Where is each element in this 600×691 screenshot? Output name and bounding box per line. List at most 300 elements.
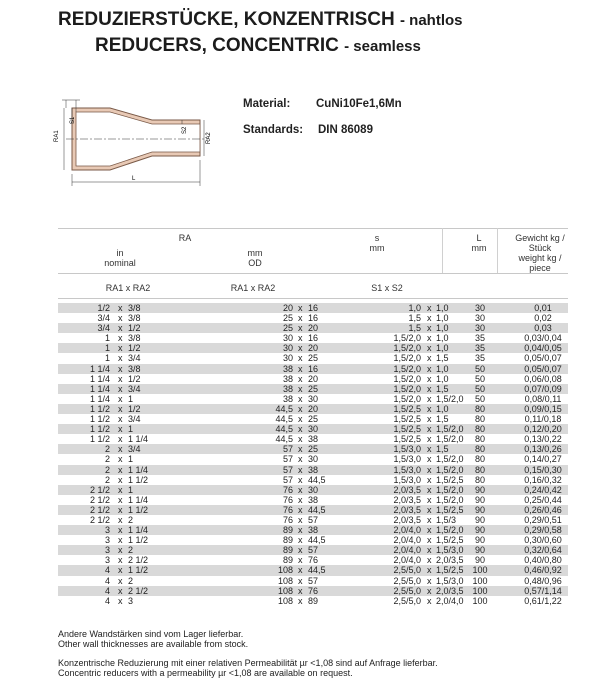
length-cell: 90	[474, 545, 485, 556]
wall-sep: x	[427, 303, 432, 313]
length-cell: 80	[474, 464, 485, 475]
od-sep: x	[298, 585, 303, 596]
od-ra2: 25	[308, 353, 319, 364]
wall-s1: 2,0/3,5	[393, 484, 421, 495]
od-ra2: 57	[308, 575, 319, 586]
wall-s1: 2,0/4,0	[393, 535, 421, 546]
wall-s2: 1,5/2,0	[436, 484, 464, 495]
wall-s2: 2,0/3,5	[436, 585, 464, 596]
header-l-mm: mm	[471, 243, 487, 253]
length-cell: 80	[474, 474, 485, 485]
od-ra2: 44,5	[308, 565, 326, 576]
table-row	[58, 414, 568, 424]
weight-cell: 0,02	[534, 313, 552, 324]
nominal-ra1: 1 1/4	[89, 363, 110, 374]
wall-s2: 1,5/2,0	[436, 494, 464, 505]
weight-cell: 0,06/0,08	[524, 373, 562, 384]
wall-s2: 1,5/2,5	[436, 504, 464, 515]
weight-cell: 0,57/1,14	[524, 585, 562, 596]
header-weight-line4: piece	[529, 263, 551, 273]
nominal-ra1: 3	[104, 555, 110, 566]
od-sep: x	[298, 313, 303, 324]
nominal-ra2: 2 1/2	[128, 555, 149, 566]
wall-sep: x	[427, 474, 432, 485]
length-cell: 30	[474, 303, 485, 313]
od-ra1: 89	[282, 525, 293, 536]
col-header-s: S1 x S2	[371, 283, 403, 293]
weight-cell: 0,15/0,30	[524, 464, 562, 475]
wall-sep: x	[427, 555, 432, 566]
od-ra1: 38	[282, 373, 293, 384]
wall-s2: 2,0/3,5	[436, 555, 464, 566]
wall-s2: 1,5/2,0	[436, 454, 464, 465]
od-ra2: 76	[308, 555, 319, 566]
nominal-sep: x	[118, 434, 123, 445]
nominal-sep: x	[118, 464, 123, 475]
wall-sep: x	[427, 444, 432, 455]
weight-cell: 0,04/0,05	[524, 343, 562, 354]
nominal-sep: x	[118, 525, 123, 536]
od-sep: x	[298, 565, 303, 576]
od-sep: x	[298, 434, 303, 445]
col-header-od: RA1 x RA2	[230, 283, 276, 293]
wall-s2: 1,5/2,5	[436, 474, 464, 485]
standards-label: Standards:	[243, 124, 304, 136]
od-ra1: 20	[282, 303, 293, 313]
nominal-ra1: 2 1/2	[89, 494, 110, 505]
wall-s2: 1,0	[436, 303, 449, 313]
nominal-sep: x	[118, 343, 123, 354]
length-cell: 30	[474, 313, 485, 324]
od-ra1: 76	[282, 504, 293, 515]
wall-s2: 1,5/2,0	[436, 424, 464, 435]
wall-s1: 1,5/2,0	[393, 363, 421, 374]
od-ra1: 76	[282, 514, 293, 525]
wall-s1: 2,0/3,5	[393, 504, 421, 515]
weight-cell: 0,01	[534, 303, 552, 313]
nominal-ra1: 4	[104, 575, 110, 586]
od-sep: x	[298, 494, 303, 505]
table-row	[58, 505, 568, 515]
note-stock-de: Andere Wandstärken sind vom Lager lieferbar.	[58, 629, 244, 639]
od-ra2: 38	[308, 494, 319, 505]
nominal-ra1: 2	[104, 454, 110, 465]
wall-s2: 1,0	[436, 403, 449, 414]
od-ra1: 44,5	[275, 403, 293, 414]
nominal-ra2: 3	[128, 595, 134, 606]
nominal-sep: x	[118, 514, 123, 525]
wall-s1: 1,5/3,0	[393, 474, 421, 485]
header-weight-de	[505, 233, 575, 273]
od-ra1: 108	[277, 585, 293, 596]
header-ra: RA	[178, 233, 192, 243]
od-ra2: 30	[308, 484, 319, 495]
table-row	[58, 343, 568, 353]
nominal-ra2: 1/2	[128, 323, 141, 334]
header-divider-1	[442, 228, 443, 273]
wall-s2: 1,0	[436, 373, 449, 384]
nominal-sep: x	[118, 504, 123, 515]
wall-s2: 1,5	[436, 383, 449, 394]
wall-s1: 1,5/2,0	[393, 383, 421, 394]
nominal-ra1: 1 1/2	[89, 414, 110, 425]
table-row	[58, 535, 568, 545]
wall-s1: 2,5/5,0	[393, 575, 421, 586]
weight-cell: 0,30/0,60	[524, 535, 562, 546]
od-sep: x	[298, 575, 303, 586]
od-sep: x	[298, 595, 303, 606]
length-cell: 90	[474, 494, 485, 505]
od-sep: x	[298, 403, 303, 414]
label-s1: S1	[70, 116, 76, 124]
weight-cell: 0,24/0,42	[524, 484, 562, 495]
length-cell: 35	[474, 343, 485, 354]
nominal-sep: x	[118, 383, 123, 394]
wall-s2: 1,5/2,0	[436, 464, 464, 475]
length-cell: 50	[474, 383, 485, 394]
title-english	[95, 35, 421, 57]
od-ra2: 20	[308, 343, 319, 354]
wall-s2: 1,5/2,5	[436, 535, 464, 546]
length-cell: 100	[472, 585, 488, 596]
od-ra1: 108	[277, 575, 293, 586]
label-ra1: RA1	[54, 130, 60, 142]
nominal-ra2: 2	[128, 575, 134, 586]
wall-sep: x	[427, 403, 432, 414]
length-cell: 30	[474, 323, 485, 334]
od-ra2: 20	[308, 373, 319, 384]
od-ra2: 89	[308, 595, 319, 606]
nominal-sep: x	[118, 373, 123, 384]
od-sep: x	[298, 424, 303, 435]
wall-sep: x	[427, 514, 432, 525]
nominal-sep: x	[118, 474, 123, 485]
od-ra1: 30	[282, 343, 293, 354]
header-weight-line3: weight kg /	[518, 253, 562, 263]
nominal-ra2: 1 1/4	[128, 464, 149, 475]
od-ra1: 89	[282, 545, 293, 556]
table-row	[58, 434, 568, 444]
nominal-ra1: 2	[104, 474, 110, 485]
weight-cell: 0,40/0,80	[524, 555, 562, 566]
wall-s2: 1,5	[436, 414, 449, 425]
od-sep: x	[298, 414, 303, 425]
nominal-sep: x	[118, 363, 123, 374]
nominal-ra2: 1	[128, 454, 134, 465]
table-row	[58, 525, 568, 535]
od-sep: x	[298, 353, 303, 364]
wall-s1: 1,5/2,0	[393, 343, 421, 354]
od-sep: x	[298, 363, 303, 374]
weight-cell: 0,11/0,18	[524, 414, 562, 425]
label-ra2: RA2	[206, 132, 212, 144]
wall-s2: 1,5/3	[436, 514, 457, 525]
wall-sep: x	[427, 575, 432, 586]
wall-s1: 2,0/3,5	[393, 514, 421, 525]
nominal-ra1: 1	[104, 353, 110, 364]
length-cell: 90	[474, 535, 485, 546]
od-sep: x	[298, 333, 303, 344]
length-cell: 35	[474, 353, 485, 364]
length-cell: 90	[474, 514, 485, 525]
wall-s1: 1,5/3,0	[393, 464, 421, 475]
table-row	[58, 333, 568, 343]
wall-s2: 1,0	[436, 343, 449, 354]
length-cell: 80	[474, 424, 485, 435]
table-row	[58, 475, 568, 485]
nominal-sep: x	[118, 595, 123, 606]
label-s2: S2	[182, 126, 188, 134]
weight-cell: 0,16/0,32	[524, 474, 562, 485]
weight-cell: 0,25/0,44	[524, 494, 562, 505]
weight-cell: 0,29/0,58	[524, 525, 562, 536]
note-permeability-en: Concentric reducers with a permeability µr <1,08 are available on request.	[58, 668, 353, 678]
nominal-sep: x	[118, 323, 123, 334]
header-l: L	[476, 233, 482, 243]
nominal-ra2: 3/8	[128, 303, 141, 313]
od-sep: x	[298, 555, 303, 566]
wall-sep: x	[427, 434, 432, 445]
wall-sep: x	[427, 313, 432, 324]
header-bottom-rule	[58, 298, 568, 299]
od-sep: x	[298, 383, 303, 394]
wall-s1: 1,5/2,5	[393, 434, 421, 445]
od-ra2: 20	[308, 323, 319, 334]
reducer-drawing	[52, 90, 212, 195]
table-row	[58, 515, 568, 525]
wall-s1: 1,5/2,0	[393, 353, 421, 364]
wall-s2: 1,5	[436, 353, 449, 364]
length-cell: 90	[474, 555, 485, 566]
length-cell: 90	[474, 504, 485, 515]
od-sep: x	[298, 464, 303, 475]
weight-cell: 0,13/0,22	[524, 434, 562, 445]
nominal-ra2: 1/2	[128, 373, 141, 384]
wall-s2: 1,5/2,0	[436, 393, 464, 404]
wall-s1: 1,5	[408, 323, 421, 334]
od-sep: x	[298, 303, 303, 313]
length-cell: 90	[474, 484, 485, 495]
od-sep: x	[298, 514, 303, 525]
table-row	[58, 404, 568, 414]
wall-s1: 2,5/5,0	[393, 595, 421, 606]
length-cell: 50	[474, 363, 485, 374]
nominal-ra2: 1 1/2	[128, 474, 149, 485]
nominal-ra1: 1 1/2	[89, 424, 110, 435]
title-german-sub: - nahtlos	[400, 12, 463, 29]
table-row	[58, 444, 568, 454]
weight-cell: 0,09/0,15	[524, 403, 562, 414]
nominal-sep: x	[118, 424, 123, 435]
wall-sep: x	[427, 454, 432, 465]
od-ra1: 89	[282, 535, 293, 546]
wall-s1: 2,5/5,0	[393, 585, 421, 596]
od-ra1: 30	[282, 333, 293, 344]
od-ra2: 44,5	[308, 474, 326, 485]
length-cell: 90	[474, 525, 485, 536]
od-ra2: 16	[308, 363, 319, 374]
length-cell: 80	[474, 414, 485, 425]
od-ra1: 57	[282, 474, 293, 485]
od-sep: x	[298, 474, 303, 485]
wall-sep: x	[427, 484, 432, 495]
wall-s2: 1,0	[436, 313, 449, 324]
od-ra2: 57	[308, 545, 319, 556]
wall-s1: 2,0/3,5	[393, 494, 421, 505]
wall-s2: 1,0	[436, 323, 449, 334]
od-ra1: 89	[282, 555, 293, 566]
wall-s1: 1,5/3,0	[393, 454, 421, 465]
wall-s1: 2,0/4,0	[393, 555, 421, 566]
table-row	[58, 555, 568, 565]
od-ra1: 30	[282, 353, 293, 364]
length-cell: 80	[474, 444, 485, 455]
od-ra2: 30	[308, 393, 319, 404]
header-s-mm: mm	[369, 243, 385, 253]
od-ra2: 16	[308, 313, 319, 324]
table-row	[58, 303, 568, 313]
header-s: s	[374, 233, 380, 243]
od-ra1: 25	[282, 313, 293, 324]
od-ra1: 57	[282, 454, 293, 465]
wall-sep: x	[427, 585, 432, 596]
od-ra2: 76	[308, 585, 319, 596]
od-sep: x	[298, 393, 303, 404]
header-mid-rule	[58, 273, 568, 274]
nominal-sep: x	[118, 393, 123, 404]
wall-s1: 1,5	[408, 313, 421, 324]
header-divider-2	[497, 228, 498, 273]
wall-s2: 1,5/3,0	[436, 575, 464, 586]
wall-s2: 1,5/2,0	[436, 525, 464, 536]
nominal-ra1: 3	[104, 535, 110, 546]
length-cell: 100	[472, 565, 488, 576]
table-row	[58, 565, 568, 575]
od-sep: x	[298, 504, 303, 515]
length-cell: 50	[474, 393, 485, 404]
od-ra2: 16	[308, 303, 319, 313]
od-ra1: 38	[282, 393, 293, 404]
weight-cell: 0,61/1,22	[524, 595, 562, 606]
nominal-ra2: 1 1/4	[128, 525, 149, 536]
weight-cell: 0,14/0,27	[524, 454, 562, 465]
wall-s1: 2,0/4,0	[393, 525, 421, 536]
wall-sep: x	[427, 545, 432, 556]
od-ra1: 38	[282, 363, 293, 374]
header-weight-line1: Gewicht kg /	[515, 233, 565, 243]
od-ra1: 57	[282, 444, 293, 455]
od-sep: x	[298, 545, 303, 556]
nominal-ra1: 1/2	[97, 303, 110, 313]
nominal-sep: x	[118, 414, 123, 425]
wall-s2: 1,5	[436, 444, 449, 455]
od-ra1: 38	[282, 383, 293, 394]
nominal-ra1: 1 1/2	[89, 403, 110, 414]
nominal-ra2: 3/4	[128, 383, 141, 394]
header-mm-od: mm	[247, 248, 263, 258]
wall-s2: 1,5/2,5	[436, 565, 464, 576]
label-l: L	[132, 176, 136, 182]
weight-cell: 0,26/0,46	[524, 504, 562, 515]
od-sep: x	[298, 484, 303, 495]
wall-s1: 1,5/2,0	[393, 393, 421, 404]
od-ra2: 38	[308, 434, 319, 445]
od-sep: x	[298, 525, 303, 536]
nominal-ra1: 3/4	[97, 313, 110, 324]
wall-s2: 1,0	[436, 333, 449, 344]
wall-s1: 1,5/2,5	[393, 403, 421, 414]
nominal-ra2: 1 1/4	[128, 434, 149, 445]
wall-s2: 1,5/2,0	[436, 434, 464, 445]
table-row	[58, 384, 568, 394]
od-ra1: 44,5	[275, 424, 293, 435]
od-ra1: 44,5	[275, 414, 293, 425]
wall-s1: 2,5/5,0	[393, 565, 421, 576]
title-german-main: REDUZIERSTÜCKE, KONZENTRISCH	[58, 9, 395, 30]
nominal-ra2: 1 1/2	[128, 535, 149, 546]
table-row	[58, 454, 568, 464]
wall-s1: 1,5/2,0	[393, 373, 421, 384]
nominal-ra1: 3/4	[97, 323, 110, 334]
weight-cell: 0,03/0,04	[524, 333, 562, 344]
nominal-sep: x	[118, 313, 123, 324]
nominal-ra2: 1	[128, 424, 134, 435]
od-ra1: 108	[277, 565, 293, 576]
nominal-ra2: 3/4	[128, 444, 141, 455]
wall-sep: x	[427, 414, 432, 425]
nominal-ra1: 2	[104, 464, 110, 475]
weight-cell: 0,32/0,64	[524, 545, 562, 556]
nominal-ra2: 1	[128, 484, 134, 495]
table-row	[58, 353, 568, 363]
length-cell: 100	[472, 595, 488, 606]
nominal-ra1: 3	[104, 545, 110, 556]
nominal-sep: x	[118, 545, 123, 556]
note-stock-en: Other wall thicknesses are available from stock.	[58, 639, 249, 649]
table-row	[58, 465, 568, 475]
wall-sep: x	[427, 343, 432, 354]
nominal-ra2: 3/8	[128, 363, 141, 374]
od-ra1: 44,5	[275, 434, 293, 445]
weight-cell: 0,07/0,09	[524, 383, 562, 394]
nominal-sep: x	[118, 494, 123, 505]
nominal-sep: x	[118, 444, 123, 455]
table-top-rule	[58, 228, 568, 229]
nominal-ra1: 2 1/2	[89, 504, 110, 515]
nominal-ra2: 1/2	[128, 343, 141, 354]
title-english-sub: - seamless	[344, 38, 421, 55]
weight-cell: 0,12/0,20	[524, 424, 562, 435]
wall-s1: 1,5/2,5	[393, 414, 421, 425]
wall-s1: 1,5/2,0	[393, 333, 421, 344]
od-sep: x	[298, 373, 303, 384]
nominal-ra1: 1	[104, 333, 110, 344]
nominal-ra1: 1 1/4	[89, 383, 110, 394]
od-ra2: 25	[308, 383, 319, 394]
od-ra2: 30	[308, 424, 319, 435]
table-row	[58, 313, 568, 323]
nominal-sep: x	[118, 535, 123, 546]
od-ra2: 44,5	[308, 535, 326, 546]
table-row	[58, 364, 568, 374]
wall-sep: x	[427, 565, 432, 576]
nominal-ra2: 1 1/2	[128, 504, 149, 515]
nominal-sep: x	[118, 333, 123, 344]
weight-cell: 0,29/0,51	[524, 514, 562, 525]
od-ra2: 25	[308, 444, 319, 455]
od-ra2: 38	[308, 525, 319, 536]
nominal-ra1: 3	[104, 525, 110, 536]
